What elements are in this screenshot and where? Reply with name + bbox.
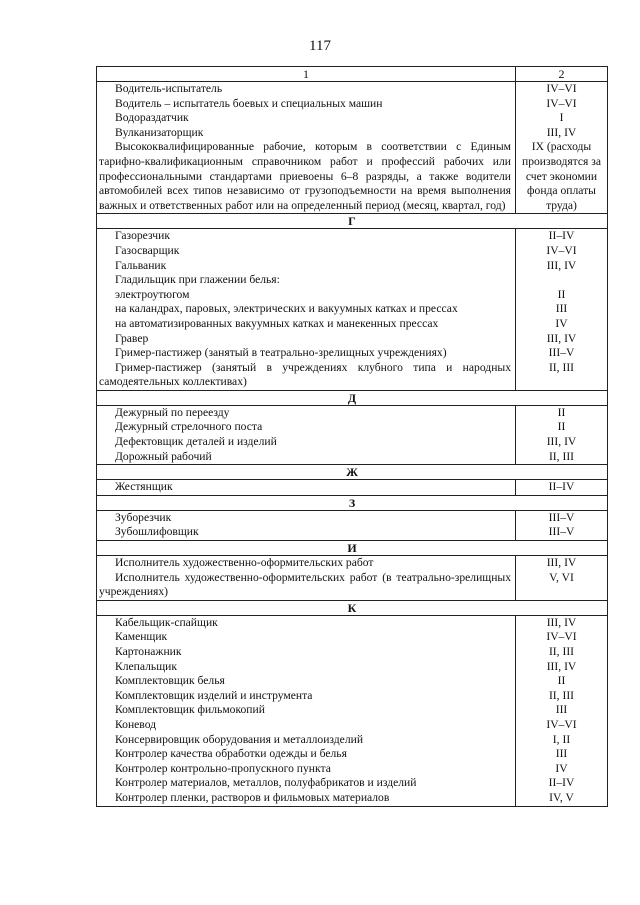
grade-range: IV–VI [516, 244, 608, 259]
profession-name: Жестянщик [97, 480, 516, 496]
profession-name: Водораздатчик [97, 111, 516, 126]
profession-name: Высококвалифицированные рабочие, которым в соответствии с Единым тарифно-квалификационным справочником работ и профессий рабочих или профессиональными стандартами приевоены 6–8 разряды, а также водители автомобилей всех типов независимо от грузоподъемности на время выполнения важных и ответственных работ или на определенный период (месяц, квартал, год) [97, 140, 516, 213]
section-header-row [97, 214, 608, 229]
profession-name: Каменщик [97, 630, 516, 645]
profession-name: Клепальщик [97, 660, 516, 675]
grade-range: II [516, 420, 608, 435]
profession-name: Контролер пленки, растворов и фильмовых материалов [97, 791, 516, 806]
grade-range: IV–VI [516, 630, 608, 645]
section-header-row [97, 541, 608, 556]
grade-range: II, III [516, 450, 608, 465]
table-row [97, 733, 608, 748]
table-row [97, 259, 608, 274]
profession-name: Дорожный рабочий [97, 450, 516, 465]
grade-range: IV [516, 317, 608, 332]
table-row [97, 126, 608, 141]
grade-range: III [516, 747, 608, 762]
profession-name: Зубошлифовщик [97, 525, 516, 540]
table-row [97, 273, 608, 288]
section-letter: И [97, 541, 608, 556]
table-row [97, 244, 608, 259]
table-row [97, 703, 608, 718]
grade-range: III, IV [516, 259, 608, 274]
grade-range: III, IV [516, 435, 608, 450]
header-col2: 2 [516, 67, 608, 82]
profession-name: Дефектовщик деталей и изделий [97, 435, 516, 450]
table-row [97, 571, 608, 601]
grade-range: I [516, 111, 608, 126]
table-row [97, 556, 608, 571]
grade-range [516, 273, 608, 288]
profession-name: Кабельщик-спайщик [97, 615, 516, 630]
grade-range: III [516, 302, 608, 317]
section-header-row [97, 465, 608, 480]
table-row [97, 791, 608, 806]
table-row [97, 332, 608, 347]
grade-range: III [516, 703, 608, 718]
grade-range: IV–VI [516, 97, 608, 112]
table-row [97, 776, 608, 791]
page-number: 117 [309, 38, 331, 54]
header-row [97, 67, 608, 82]
table-row [97, 674, 608, 689]
profession-name: Газорезчик [97, 229, 516, 244]
section-header-row [97, 600, 608, 615]
profession-name: Дежурный стрелочного поста [97, 420, 516, 435]
profession-name: Гример-пастижер (занятый в учреждениях клубного типа и народных самодеятельных коллективах) [97, 361, 516, 391]
table-row [97, 615, 608, 630]
section-letter: Д [97, 390, 608, 405]
grade-range: IV, V [516, 791, 608, 806]
grade-range: II–IV [516, 229, 608, 244]
table-row [97, 302, 608, 317]
section-letter: К [97, 600, 608, 615]
profession-name: на автоматизированных вакуумных катках и манекенных прессах [97, 317, 516, 332]
table-row [97, 361, 608, 391]
profession-name: Водитель – испытатель боевых и специальных машин [97, 97, 516, 112]
profession-name: Комплектовщик белья [97, 674, 516, 689]
table-row [97, 229, 608, 244]
profession-name: Вулканизаторщик [97, 126, 516, 141]
profession-name: Контролер материалов, металлов, полуфабрикатов и изделий [97, 776, 516, 791]
grade-range: IV–VI [516, 82, 608, 97]
table-body [97, 67, 608, 807]
profession-name: Гладильщик при глажении белья: [97, 273, 516, 288]
profession-name: Гравер [97, 332, 516, 347]
section-letter: Ж [97, 465, 608, 480]
profession-name: Контролер контрольно-пропускного пункта [97, 762, 516, 777]
grade-range: II [516, 288, 608, 303]
profession-name: Гример-пастижер (занятый в театрально-зрелищных учреждениях) [97, 346, 516, 361]
profession-name: Дежурный по переезду [97, 405, 516, 420]
table-row [97, 435, 608, 450]
grade-range: II, III [516, 645, 608, 660]
grade-range: III, IV [516, 556, 608, 571]
grade-range: III, IV [516, 126, 608, 141]
table-row [97, 645, 608, 660]
table-row [97, 510, 608, 525]
table-row [97, 97, 608, 112]
grade-range: III, IV [516, 615, 608, 630]
grade-range: II [516, 674, 608, 689]
table-row [97, 762, 608, 777]
profession-name: Консервировщик оборудования и металлоизделий [97, 733, 516, 748]
grade-range: III–V [516, 525, 608, 540]
grade-range: II, III [516, 361, 608, 391]
table-row [97, 317, 608, 332]
profession-name: на каландрах, паровых, электрических и вакуумных катках и прессах [97, 302, 516, 317]
profession-name: электроутюгом [97, 288, 516, 303]
table-row [97, 718, 608, 733]
grade-range: IX (расходы производятся за счет экономии фонда оплаты труда) [516, 140, 608, 213]
table-row [97, 420, 608, 435]
table-row [97, 140, 608, 213]
table-row [97, 82, 608, 97]
grade-range: II [516, 405, 608, 420]
grade-range: II, III [516, 689, 608, 704]
profession-name: Зуборезчик [97, 510, 516, 525]
grade-range: III, IV [516, 660, 608, 675]
section-header-row [97, 495, 608, 510]
section-letter: З [97, 495, 608, 510]
header-col1: 1 [97, 67, 516, 82]
table-row [97, 689, 608, 704]
table-row [97, 111, 608, 126]
table-row [97, 450, 608, 465]
profession-name: Водитель-испытатель [97, 82, 516, 97]
profession-name: Комплектовщик фильмокопий [97, 703, 516, 718]
grade-range: IV [516, 762, 608, 777]
section-header-row [97, 390, 608, 405]
grade-range: I, II [516, 733, 608, 748]
profession-name: Контролер качества обработки одежды и белья [97, 747, 516, 762]
table-row [97, 630, 608, 645]
table-row [97, 660, 608, 675]
table-row [97, 480, 608, 496]
profession-name: Коневод [97, 718, 516, 733]
profession-name: Картонажник [97, 645, 516, 660]
profession-name: Гальваник [97, 259, 516, 274]
table-row [97, 405, 608, 420]
grade-range: IV–VI [516, 718, 608, 733]
table-row [97, 288, 608, 303]
grade-range: III, IV [516, 332, 608, 347]
table [96, 66, 608, 807]
profession-name: Исполнитель художественно-оформительских работ (в театрально-зрелищных учреждениях) [97, 571, 516, 601]
grade-range: V, VI [516, 571, 608, 601]
table-row [97, 747, 608, 762]
profession-name: Исполнитель художественно-оформительских работ [97, 556, 516, 571]
section-letter: Г [97, 214, 608, 229]
grade-range: III–V [516, 510, 608, 525]
table-row [97, 346, 608, 361]
profession-name: Газосварщик [97, 244, 516, 259]
grade-range: II–IV [516, 480, 608, 496]
table-row [97, 525, 608, 540]
grade-range: III–V [516, 346, 608, 361]
profession-name: Комплектовщик изделий и инструмента [97, 689, 516, 704]
professions-table [96, 66, 607, 807]
grade-range: II–IV [516, 776, 608, 791]
